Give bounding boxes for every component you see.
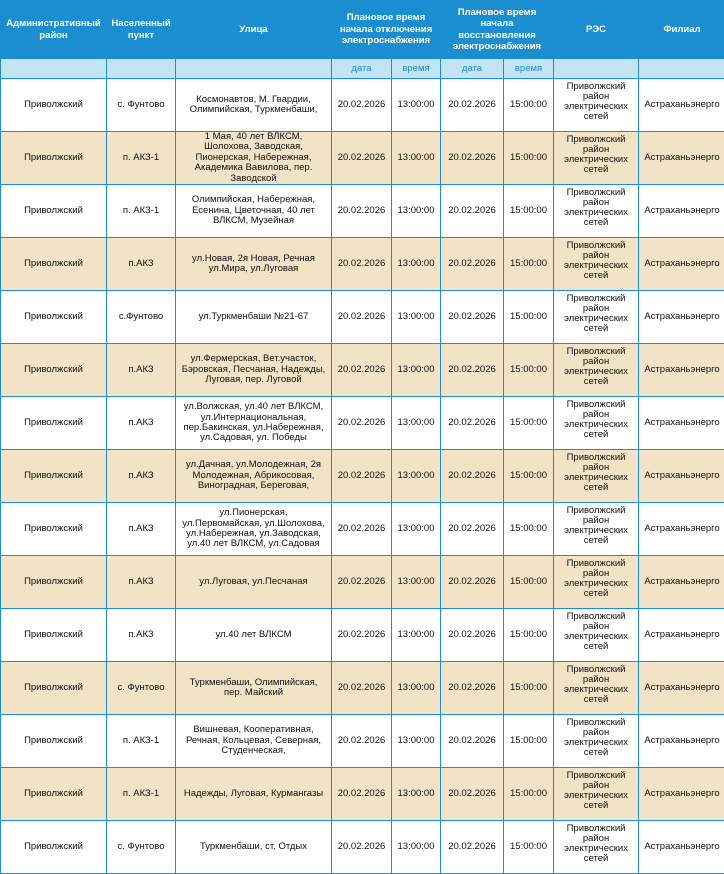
- cell-on-time: 15:00:00: [504, 397, 554, 450]
- cell-res: Приволжский район электрических сетей: [554, 821, 639, 874]
- cell-streets: ул.Пионерская, ул.Первомайская, ул.Шолохова, ул.Набережная, ул.Заводская, ул.40 лет ВЛКСМ, ул.Садовая: [176, 503, 332, 556]
- cell-off-date: 20.02.2026: [332, 397, 392, 450]
- table-row: [1, 397, 724, 450]
- cell-on-date: 20.02.2026: [441, 715, 504, 768]
- header-district: Административный район: [1, 1, 107, 59]
- cell-on-date: 20.02.2026: [441, 397, 504, 450]
- subheader-empty: [639, 59, 724, 79]
- header-branch: Филиал: [639, 1, 724, 59]
- cell-off-date: 20.02.2026: [332, 185, 392, 238]
- subheader-empty: [1, 59, 107, 79]
- cell-streets: Космонавтов, М. Гвардии, Олимпийская, Туркменбаши,: [176, 79, 332, 132]
- cell-off-time: 13:00:00: [392, 556, 441, 609]
- cell-on-date: 20.02.2026: [441, 344, 504, 397]
- cell-on-date: 20.02.2026: [441, 503, 504, 556]
- cell-off-time: 13:00:00: [392, 79, 441, 132]
- cell-off-time: 13:00:00: [392, 503, 441, 556]
- cell-off-date: 20.02.2026: [332, 344, 392, 397]
- cell-settlement: п.АКЗ: [107, 397, 176, 450]
- cell-district: Приволжский: [1, 503, 107, 556]
- cell-settlement: п.АКЗ: [107, 344, 176, 397]
- cell-off-time: 13:00:00: [392, 344, 441, 397]
- cell-on-time: 15:00:00: [504, 185, 554, 238]
- cell-on-time: 15:00:00: [504, 132, 554, 185]
- cell-district: Приволжский: [1, 768, 107, 821]
- table-header: [1, 1, 724, 79]
- cell-on-time: 15:00:00: [504, 715, 554, 768]
- cell-branch: Астраханьэнерго: [639, 768, 724, 821]
- subheader-on-time: время: [504, 59, 554, 79]
- cell-streets: Вишневая, Кооперативная, Речная, Кольцевая, Северная, Студенческая,: [176, 715, 332, 768]
- cell-settlement: п. АКЗ-1: [107, 132, 176, 185]
- header-settlement: Населенный пункт: [107, 1, 176, 59]
- cell-off-date: 20.02.2026: [332, 132, 392, 185]
- cell-off-date: 20.02.2026: [332, 662, 392, 715]
- cell-off-time: 13:00:00: [392, 450, 441, 503]
- cell-off-time: 13:00:00: [392, 238, 441, 291]
- cell-settlement: с. Фунтово: [107, 662, 176, 715]
- cell-district: Приволжский: [1, 662, 107, 715]
- cell-district: Приволжский: [1, 609, 107, 662]
- cell-settlement: п. АКЗ-1: [107, 715, 176, 768]
- cell-district: Приволжский: [1, 132, 107, 185]
- cell-off-time: 13:00:00: [392, 397, 441, 450]
- cell-res: Приволжский район электрических сетей: [554, 450, 639, 503]
- cell-off-date: 20.02.2026: [332, 238, 392, 291]
- cell-branch: Астраханьэнерго: [639, 79, 724, 132]
- cell-off-time: 13:00:00: [392, 609, 441, 662]
- subheader-off-time: время: [392, 59, 441, 79]
- cell-res: Приволжский район электрических сетей: [554, 132, 639, 185]
- cell-on-time: 15:00:00: [504, 344, 554, 397]
- cell-streets: Туркменбаши, Олимпийская, пер. Майский: [176, 662, 332, 715]
- cell-on-date: 20.02.2026: [441, 291, 504, 344]
- cell-district: Приволжский: [1, 397, 107, 450]
- cell-branch: Астраханьэнерго: [639, 556, 724, 609]
- cell-streets: Надежды, Луговая, Курмангазы: [176, 768, 332, 821]
- cell-settlement: п.АКЗ: [107, 609, 176, 662]
- cell-res: Приволжский район электрических сетей: [554, 185, 639, 238]
- cell-settlement: с. Фунтово: [107, 821, 176, 874]
- cell-branch: Астраханьэнерго: [639, 291, 724, 344]
- table-row: [1, 768, 724, 821]
- cell-settlement: п.АКЗ: [107, 503, 176, 556]
- cell-res: Приволжский район электрических сетей: [554, 344, 639, 397]
- cell-res: Приволжский район электрических сетей: [554, 715, 639, 768]
- cell-off-date: 20.02.2026: [332, 609, 392, 662]
- cell-off-time: 13:00:00: [392, 662, 441, 715]
- cell-on-time: 15:00:00: [504, 821, 554, 874]
- cell-district: Приволжский: [1, 79, 107, 132]
- table-row: [1, 609, 724, 662]
- cell-off-time: 13:00:00: [392, 185, 441, 238]
- cell-streets: ул.Луговая, ул.Песчаная: [176, 556, 332, 609]
- cell-res: Приволжский район электрических сетей: [554, 503, 639, 556]
- subheader-off-date: дата: [332, 59, 392, 79]
- table-row: [1, 450, 724, 503]
- cell-branch: Астраханьэнерго: [639, 821, 724, 874]
- cell-branch: Астраханьэнерго: [639, 185, 724, 238]
- header-row: [1, 1, 724, 59]
- cell-district: Приволжский: [1, 556, 107, 609]
- cell-streets: Олимпийская, Набережная, Есенина, Цветочная, 40 лет ВЛКСМ, Музейная: [176, 185, 332, 238]
- cell-off-date: 20.02.2026: [332, 556, 392, 609]
- table-row: [1, 821, 724, 874]
- cell-on-time: 15:00:00: [504, 768, 554, 821]
- cell-streets: 1 Мая, 40 лет ВЛКСМ, Шолохова, Заводская, Пионерская, Набережная, Академика Вавилова, пер. Заводской: [176, 132, 332, 185]
- cell-branch: Астраханьэнерго: [639, 662, 724, 715]
- cell-off-time: 13:00:00: [392, 715, 441, 768]
- cell-res: Приволжский район электрических сетей: [554, 238, 639, 291]
- table-row: [1, 556, 724, 609]
- cell-off-time: 13:00:00: [392, 821, 441, 874]
- cell-res: Приволжский район электрических сетей: [554, 79, 639, 132]
- header-street: Улица: [176, 1, 332, 59]
- cell-off-date: 20.02.2026: [332, 79, 392, 132]
- cell-on-time: 15:00:00: [504, 503, 554, 556]
- cell-res: Приволжский район электрических сетей: [554, 291, 639, 344]
- cell-on-time: 15:00:00: [504, 662, 554, 715]
- cell-settlement: п. АКЗ-1: [107, 768, 176, 821]
- cell-district: Приволжский: [1, 450, 107, 503]
- cell-on-date: 20.02.2026: [441, 609, 504, 662]
- cell-res: Приволжский район электрических сетей: [554, 662, 639, 715]
- table-body: [1, 79, 724, 874]
- cell-branch: Астраханьэнерго: [639, 132, 724, 185]
- cell-branch: Астраханьэнерго: [639, 609, 724, 662]
- cell-district: Приволжский: [1, 185, 107, 238]
- cell-on-time: 15:00:00: [504, 556, 554, 609]
- cell-streets: ул.Фермерская, Вет.участок, Бэровская, Песчаная, Надежды, Луговая, пер. Луговой: [176, 344, 332, 397]
- table-row: [1, 79, 724, 132]
- cell-off-date: 20.02.2026: [332, 715, 392, 768]
- subheader-empty: [107, 59, 176, 79]
- table-row: [1, 238, 724, 291]
- header-restore-time: Плановое время начала восстановления электроснабжения: [441, 1, 554, 59]
- table-row: [1, 503, 724, 556]
- subheader-empty: [554, 59, 639, 79]
- cell-streets: ул.40 лет ВЛКСМ: [176, 609, 332, 662]
- subheader-on-date: дата: [441, 59, 504, 79]
- subheader-empty: [176, 59, 332, 79]
- cell-settlement: с.Фунтово: [107, 291, 176, 344]
- cell-district: Приволжский: [1, 821, 107, 874]
- cell-off-time: 13:00:00: [392, 768, 441, 821]
- cell-res: Приволжский район электрических сетей: [554, 397, 639, 450]
- cell-streets: ул.Туркменбаши №21-67: [176, 291, 332, 344]
- cell-on-date: 20.02.2026: [441, 450, 504, 503]
- cell-off-date: 20.02.2026: [332, 450, 392, 503]
- cell-off-date: 20.02.2026: [332, 291, 392, 344]
- table-row: [1, 344, 724, 397]
- header-res: РЭС: [554, 1, 639, 59]
- cell-on-date: 20.02.2026: [441, 79, 504, 132]
- cell-settlement: п.АКЗ: [107, 238, 176, 291]
- cell-district: Приволжский: [1, 715, 107, 768]
- cell-on-time: 15:00:00: [504, 238, 554, 291]
- cell-on-date: 20.02.2026: [441, 821, 504, 874]
- cell-on-time: 15:00:00: [504, 609, 554, 662]
- header-off-time: Плановое время начала отключения электроснабжения: [332, 1, 441, 59]
- cell-streets: ул.Дачная, ул.Молодежная, 2я Молодежная, Абрикосовая, Виноградная, Береговая,: [176, 450, 332, 503]
- cell-streets: ул.Новая, 2я Новая, Речная ул.Мира, ул.Луговая: [176, 238, 332, 291]
- cell-branch: Астраханьэнерго: [639, 715, 724, 768]
- cell-off-time: 13:00:00: [392, 291, 441, 344]
- cell-on-date: 20.02.2026: [441, 238, 504, 291]
- cell-on-date: 20.02.2026: [441, 556, 504, 609]
- cell-streets: ул.Волжская, ул.40 лет ВЛКСМ, ул.Интернациональная, пер.Бакинская, ул.Набережная, ул.Садовая, ул. Победы: [176, 397, 332, 450]
- table-row: [1, 132, 724, 185]
- cell-branch: Астраханьэнерго: [639, 238, 724, 291]
- cell-on-time: 15:00:00: [504, 450, 554, 503]
- cell-res: Приволжский район электрических сетей: [554, 768, 639, 821]
- cell-district: Приволжский: [1, 291, 107, 344]
- cell-off-date: 20.02.2026: [332, 821, 392, 874]
- cell-on-time: 15:00:00: [504, 291, 554, 344]
- table-row: [1, 185, 724, 238]
- cell-settlement: п. АКЗ-1: [107, 185, 176, 238]
- cell-branch: Астраханьэнерго: [639, 503, 724, 556]
- table-row: [1, 715, 724, 768]
- table-row: [1, 291, 724, 344]
- table-row: [1, 662, 724, 715]
- cell-settlement: с. Фунтово: [107, 79, 176, 132]
- cell-branch: Астраханьэнерго: [639, 344, 724, 397]
- cell-branch: Астраханьэнерго: [639, 450, 724, 503]
- cell-branch: Астраханьэнерго: [639, 397, 724, 450]
- cell-on-date: 20.02.2026: [441, 185, 504, 238]
- cell-res: Приволжский район электрических сетей: [554, 609, 639, 662]
- cell-district: Приволжский: [1, 344, 107, 397]
- cell-district: Приволжский: [1, 238, 107, 291]
- cell-settlement: п.АКЗ: [107, 450, 176, 503]
- cell-on-time: 15:00:00: [504, 79, 554, 132]
- cell-settlement: п.АКЗ: [107, 556, 176, 609]
- cell-off-date: 20.02.2026: [332, 503, 392, 556]
- cell-on-date: 20.02.2026: [441, 132, 504, 185]
- cell-off-time: 13:00:00: [392, 132, 441, 185]
- cell-off-date: 20.02.2026: [332, 768, 392, 821]
- cell-streets: Туркменбаши, ст. Отдых: [176, 821, 332, 874]
- cell-res: Приволжский район электрических сетей: [554, 556, 639, 609]
- cell-on-date: 20.02.2026: [441, 768, 504, 821]
- cell-on-date: 20.02.2026: [441, 662, 504, 715]
- subheader-row: [1, 59, 724, 79]
